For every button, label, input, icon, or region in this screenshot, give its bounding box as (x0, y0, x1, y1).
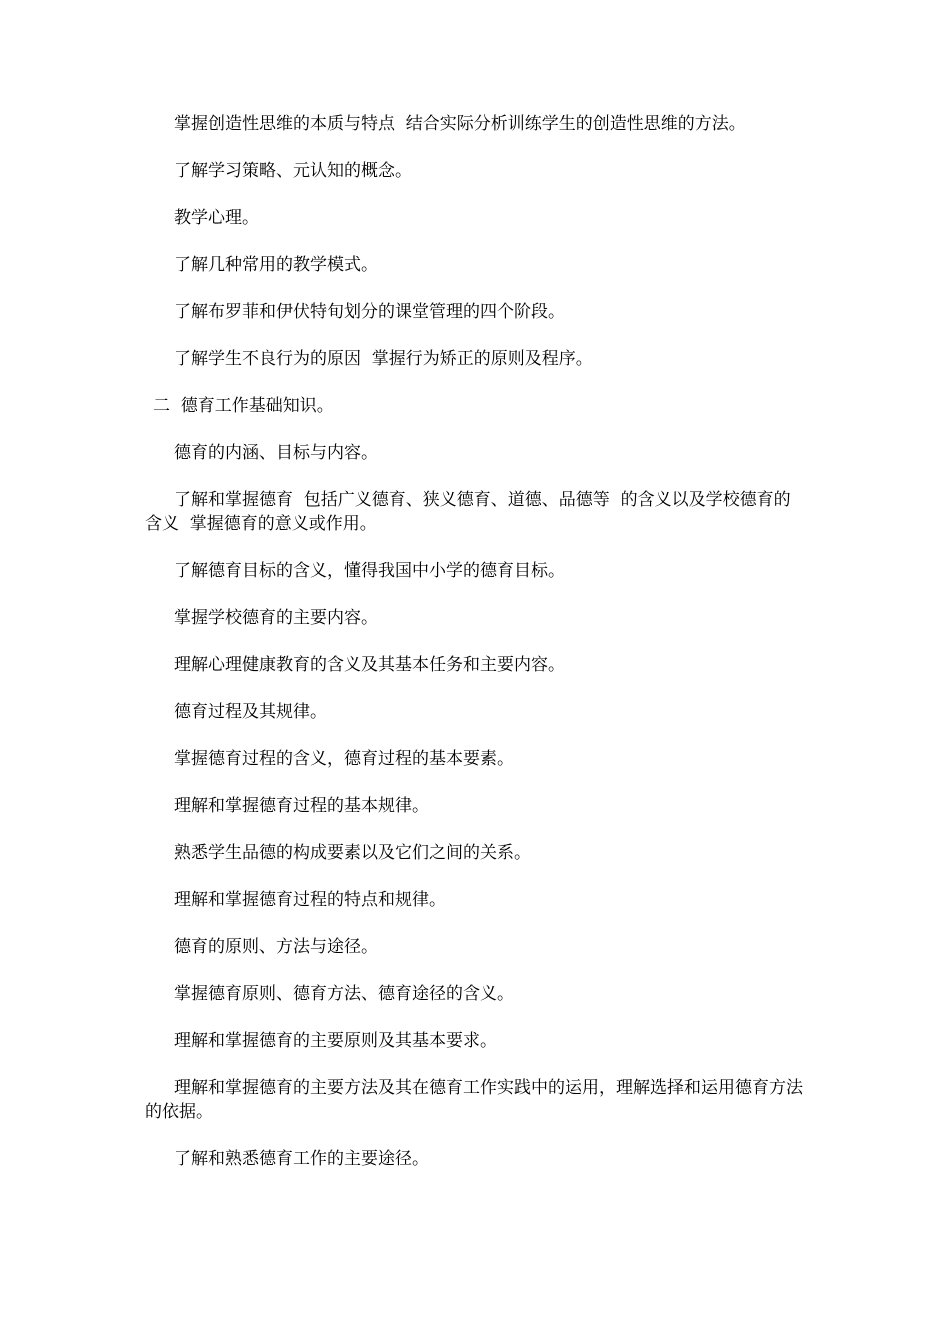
paragraph: 了解德育目标的含义，懂得我国中小学的德育目标。 (174, 561, 565, 581)
paragraph: 了解学生不良行为的原因 掌握行为矫正的原则及程序。 (174, 349, 593, 369)
paragraph: 了解学习策略、元认知的概念。 (174, 161, 412, 181)
paragraph: 掌握德育原则、德育方法、德育途径的含义。 (174, 984, 514, 1004)
paragraph: 教学心理。 (174, 208, 259, 228)
paragraph: 理解和掌握德育的主要方法及其在德育工作实践中的运用，理解选择和运用德育方法的依据。 (145, 1078, 803, 1122)
paragraph: 德育的内涵、目标与内容。 (174, 443, 378, 463)
section-heading: 二 德育工作基础知识。 (153, 396, 334, 416)
paragraph: 德育的原则、方法与途径。 (174, 937, 378, 957)
paragraph: 理解和掌握德育过程的特点和规律。 (174, 890, 446, 910)
paragraph: 德育过程及其规律。 (174, 702, 327, 722)
paragraph: 熟悉学生品德的构成要素以及它们之间的关系。 (174, 843, 531, 863)
paragraph: 了解布罗菲和伊伏特旬划分的课堂管理的四个阶段。 (174, 302, 565, 322)
paragraph: 了解和掌握德育 包括广义德育、狭义德育、道德、品德等 的含义以及学校德育的含义 掌握德育的意义或作用。 (145, 490, 791, 534)
paragraph: 了解几种常用的教学模式。 (174, 255, 378, 275)
paragraph: 理解和掌握德育的主要原则及其基本要求。 (174, 1031, 497, 1051)
paragraph: 理解心理健康教育的含义及其基本任务和主要内容。 (174, 655, 565, 675)
paragraph: 掌握德育过程的含义，德育过程的基本要素。 (174, 749, 514, 769)
document-page (145, 112, 807, 1194)
paragraph: 掌握学校德育的主要内容。 (174, 608, 378, 628)
paragraph: 掌握创造性思维的本质与特点 结合实际分析训练学生的创造性思维的方法。 (174, 114, 746, 134)
paragraph: 了解和熟悉德育工作的主要途径。 (174, 1149, 429, 1169)
paragraph: 理解和掌握德育过程的基本规律。 (174, 796, 429, 816)
